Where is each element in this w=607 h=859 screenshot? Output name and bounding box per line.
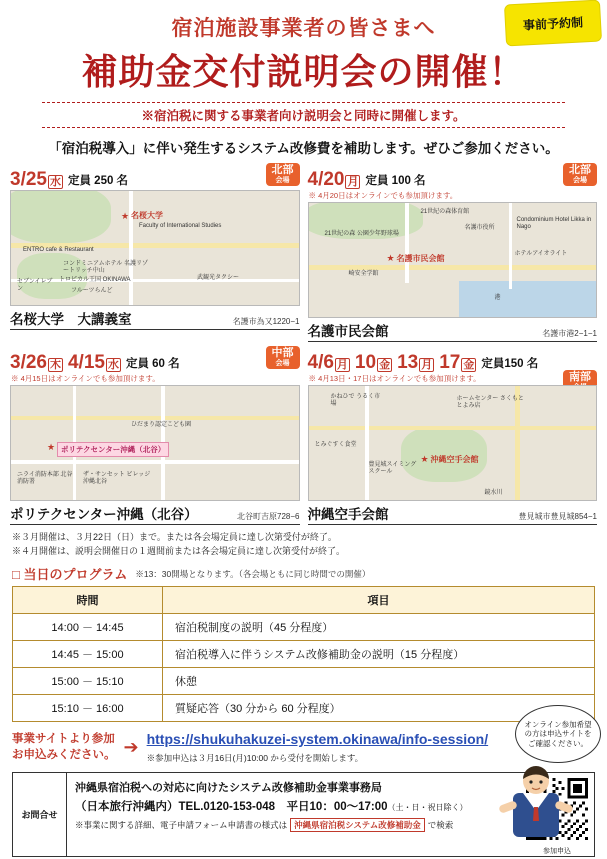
card-1-date-text: 3/25 <box>10 169 47 190</box>
map-venue-label: ポリテクセンター沖縄（北谷） <box>57 442 169 457</box>
session-cards <box>10 165 597 525</box>
card-3-date2-text: 4/15 <box>67 352 105 373</box>
site-note: ※参加申込は３月16日(月)10:00 から受付を開始します。 <box>146 753 364 763</box>
map-label: 鏡水川 <box>484 490 503 496</box>
map-label: ひだまり認定こども園 <box>131 422 192 428</box>
card-3-day: 木 <box>49 358 61 371</box>
card-2-venue <box>308 320 598 342</box>
card-3-region-main: 中部 <box>271 347 294 359</box>
card-4-day: 月 <box>336 358 348 371</box>
map-label: 21世紀の森体育館 <box>420 209 470 215</box>
deadline-note-1: ※３月開催は、３月22日（日）まで。または各会場定員に達し次第受付が終了。 <box>12 532 337 542</box>
arrow-right-icon: ➔ <box>123 737 139 757</box>
table-header-row <box>13 587 595 614</box>
table-row <box>13 641 595 668</box>
map-label: 豊見城スイミングスクール <box>368 462 417 475</box>
map-road <box>11 416 299 420</box>
contact-tel-note: （土・日・祝日除く） <box>387 803 468 812</box>
card-3-date-text: 3/26 <box>10 352 47 373</box>
header-lead: 「宿泊税導入」に伴い発生するシステム改修費を補助します。ぜひご参加ください。 <box>48 141 559 156</box>
card-1-map <box>10 190 300 306</box>
map-label: 港 <box>494 295 501 301</box>
card-2-date-text: 4/20 <box>307 169 345 190</box>
map-label: ザ・サンセット ビレッジ沖縄北谷 <box>83 472 151 485</box>
card-4-region-main: 南部 <box>569 371 591 383</box>
card-3-venue-name: ポリテクセンター沖縄（北谷） <box>10 507 198 522</box>
session-card-2 <box>308 165 598 342</box>
card-4-date <box>308 353 350 372</box>
table-row <box>13 695 595 722</box>
site-label-line2: お申込みください。 <box>12 748 116 761</box>
map-water <box>459 281 598 318</box>
row-1-item: 宿泊税制度の説明（45 分程度） <box>163 614 595 641</box>
table-row <box>13 668 595 695</box>
card-3-region <box>266 346 300 369</box>
card-1-venue <box>10 308 300 330</box>
column-header-time: 時間 <box>13 587 163 614</box>
program-table <box>12 586 595 722</box>
contact-search-note <box>75 818 512 832</box>
map-road <box>11 460 299 464</box>
card-4-head <box>308 348 598 372</box>
contact-tel <box>75 798 512 814</box>
card-1-region-main: 北部 <box>271 164 294 176</box>
map-star-marker: ★ <box>386 253 395 263</box>
card-3-date <box>10 353 63 372</box>
card-2-map <box>308 202 598 318</box>
card-4-date-4 <box>439 353 476 372</box>
map-label: セブンイレブン <box>17 279 53 292</box>
card-3-venue <box>10 503 300 525</box>
map-label: ニライ消防本部 北谷消防署 <box>17 472 73 485</box>
map-road <box>309 426 597 430</box>
application-site <box>12 731 595 764</box>
card-2-venue-address: 名護市港2−1−1 <box>542 329 597 338</box>
card-4-date4-text: 17 <box>439 352 461 373</box>
card-1-head <box>10 165 300 189</box>
map-label: フルーツらんど <box>71 288 113 294</box>
card-4-day4: 金 <box>463 358 475 371</box>
card-3-venue-address: 北谷町吉原728−6 <box>237 512 300 521</box>
card-2-capacity: 定員 100 名 <box>365 175 426 187</box>
row-2-time: 14:45 － 15:00 <box>13 641 163 668</box>
qr-caption: 参加申込 <box>543 848 571 855</box>
online-info-bubble: オンライン参加希望の方は申込サイトをご確認ください。 <box>515 705 601 763</box>
map-star-marker: ★ <box>121 211 130 221</box>
card-3-map <box>10 385 300 501</box>
card-4-online-note: ※ 4月13日・17日はオンラインでも参加頂けます。 <box>308 374 481 383</box>
session-card-3 <box>10 348 300 525</box>
card-4-day2: 金 <box>379 358 391 371</box>
map-label: 21世紀の森 公園少年野球場 <box>324 231 399 237</box>
map-label: ホテルアイオライト <box>514 251 568 257</box>
column-header-item: 項目 <box>163 587 595 614</box>
contact-org: 沖縄県宿泊税への対応に向けたシステム改修補助金事業事務局 <box>75 782 382 794</box>
card-4-day3: 月 <box>421 358 433 371</box>
site-url-wrap <box>147 731 489 764</box>
card-2-head <box>308 165 598 189</box>
row-2-item: 宿泊税導入に伴うシステム改修補助金の説明（15 分程度） <box>163 641 595 668</box>
search-keyword: 沖縄県宿泊税システム改修補助金 <box>290 818 425 832</box>
card-4-venue-address: 豊見城市豊見城854−1 <box>518 512 597 521</box>
header-line1: 宿泊施設事業者の皆さまへ <box>171 17 436 40</box>
card-4-date-text: 4/6 <box>307 352 334 373</box>
card-2-region-main: 北部 <box>569 164 591 176</box>
map-label: とみぐすく食堂 <box>314 442 357 448</box>
map-star-marker: ★ <box>420 454 429 464</box>
map-label: かねひで うるく市場 <box>330 394 381 407</box>
card-4-venue-name: 沖縄空手会館 <box>307 507 389 522</box>
card-4-date-3 <box>397 353 434 372</box>
card-3-date-2 <box>68 353 121 372</box>
row-4-time: 15:10 － 16:00 <box>13 695 163 722</box>
card-2-region-sub: 会場 <box>573 176 587 184</box>
map-green-area <box>10 190 111 243</box>
card-1-capacity: 定員 250 名 <box>67 175 129 187</box>
card-1-date <box>10 170 63 189</box>
reservation-badge: 事前予約制 <box>504 0 602 46</box>
row-1-time: 14:00 － 14:45 <box>13 614 163 641</box>
card-2-region <box>563 163 597 186</box>
header-note: ※宿泊税に関する事業者向け説明会と同時に開催します。 <box>42 102 564 128</box>
map-label: 名護市役所 <box>464 225 495 231</box>
session-card-4 <box>308 348 598 525</box>
card-4-map <box>308 385 598 501</box>
map-venue-label: 沖縄空手会館 <box>430 455 479 464</box>
map-label: Condominium Hotel Likka in Nago <box>516 217 592 230</box>
card-4-date3-text: 13 <box>397 352 419 373</box>
card-3-online-note: ※ 4月15日はオンラインでも参加頂けます。 <box>11 374 160 383</box>
presenter-illustration <box>493 763 579 837</box>
page-title: 補助金交付説明会の開催！ <box>81 51 526 92</box>
program-title: □ 当日のプログラム <box>12 567 128 582</box>
map-road <box>509 203 512 289</box>
map-road <box>309 265 597 270</box>
search-note-post: で検索 <box>427 820 454 830</box>
deadline-note-2: ※４月開催は、説明会開催日の１週間前または各会場定員に達し次第受付が終了。 <box>12 545 346 556</box>
map-venue-label: 名桜大学 <box>131 211 163 220</box>
card-1-day: 水 <box>49 175 61 188</box>
card-1-region <box>266 163 300 186</box>
card-1-venue-name: 名桜大学 大講義室 <box>10 312 132 327</box>
contact-tel-main: （日本旅行沖縄内）TEL.0120-153-048 平日10：00〜17:00 <box>75 801 388 813</box>
row-3-time: 15:00 － 15:10 <box>13 668 163 695</box>
map-label: 武観光タクシー <box>197 275 240 281</box>
map-label: 崎安全学館 <box>348 271 379 277</box>
site-url-link[interactable]: https://shukuhakuzei-system.okinawa/info-session/ <box>146 731 489 747</box>
site-label-line1: 事業サイトより参加 <box>12 732 115 745</box>
card-3-head <box>10 348 300 372</box>
card-1-region-sub: 会場 <box>275 176 290 184</box>
card-3-capacity: 定員 60 名 <box>125 358 180 370</box>
card-2-online-note: ※ 4月20日はオンラインでも参加頂けます。 <box>308 191 458 200</box>
card-2-date <box>308 170 361 189</box>
table-row <box>13 614 595 641</box>
search-note-pre: ※事業に関する詳細、電子申請フォーム申請書の様式は <box>75 820 288 830</box>
map-label: Faculty of International Studies <box>139 223 222 229</box>
program-header <box>12 564 595 583</box>
deadline-notes <box>12 531 595 558</box>
map-label: トロピカル王国 OKINAWA <box>59 277 131 283</box>
site-label <box>12 732 116 763</box>
row-4-item: 質疑応答（30 分から 60 分程度） <box>163 695 595 722</box>
map-star-marker: ★ <box>47 442 56 452</box>
card-4-venue <box>308 503 598 525</box>
program-subtitle: ※13：30開場となります。（各会場ともに同じ時間での開催） <box>135 568 371 579</box>
card-3-day2: 水 <box>107 358 119 371</box>
map-label: ホームセンター さくもと とよみ店 <box>456 396 524 409</box>
card-4-date-2 <box>355 353 392 372</box>
card-4-date2-text: 10 <box>354 352 377 373</box>
card-2-venue-name: 名護市民会館 <box>307 324 389 339</box>
contact-tag: お問合せ <box>13 773 67 856</box>
card-1-venue-address: 名護市為又1220−1 <box>232 317 300 326</box>
map-label: コンドミニアムホテル 名護リゾートリッチ中山 <box>63 261 148 274</box>
row-3-item: 休憩 <box>163 668 595 695</box>
map-venue-label: 名護市民会館 <box>396 254 445 263</box>
card-2-day: 月 <box>347 175 359 188</box>
session-card-1 <box>10 165 300 342</box>
contact-body <box>67 773 520 856</box>
card-4-capacity: 定員150 名 <box>481 358 539 370</box>
card-3-region-sub: 会場 <box>275 359 290 367</box>
map-label: ENTRO cafe & Restaurant <box>23 247 94 253</box>
